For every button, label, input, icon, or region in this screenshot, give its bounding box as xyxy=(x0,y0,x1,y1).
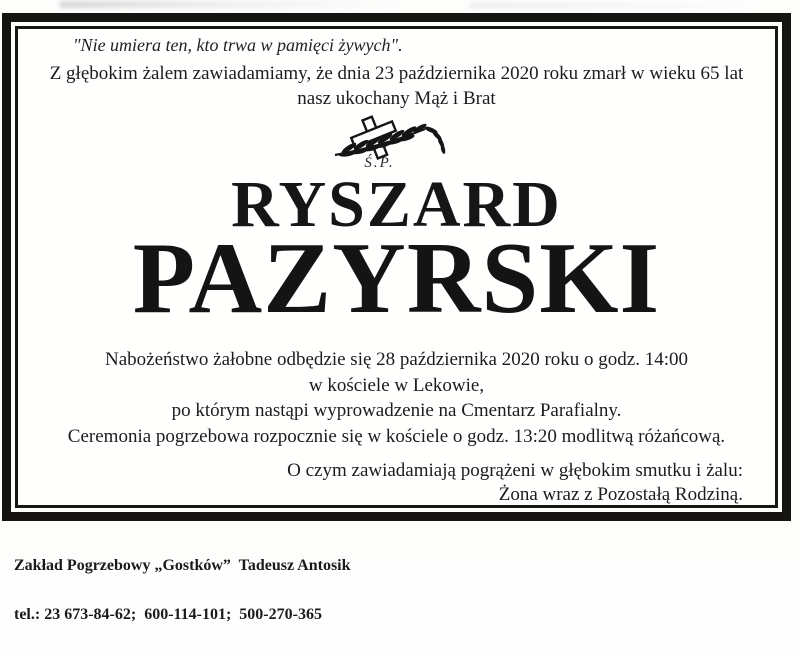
obituary-frame-inner xyxy=(15,26,778,508)
ceremony-line-1: Nabożeństwo żałobne odbędzie się 28 października 2020 roku o godz. 14:00 xyxy=(104,349,689,370)
ceremony-line-2: w kościele w Lekowie, xyxy=(308,374,485,396)
funeral-home-footer xyxy=(14,526,351,656)
announcement-line-2: nasz ukochany Mąż i Brat xyxy=(297,88,496,109)
ceremony-details xyxy=(18,347,775,449)
signoff-line-1: O czym zawiadamiają pogrążeni w głębokim smutku i żalu: xyxy=(287,460,743,481)
cross-with-palm-branch-icon xyxy=(333,117,461,159)
scan-artifact xyxy=(60,1,400,8)
announcement-line-1: Z głębokim żalem zawiadamiamy, że dnia 23 października 2020 roku zmarł w wieku 65 lat xyxy=(49,63,744,84)
memorial-icon-wrap xyxy=(18,117,775,159)
signoff-line-2: Żona wraz z Pozostałą Rodziną. xyxy=(498,484,743,505)
deceased-last-name: PAZYRSKI xyxy=(132,222,661,335)
funeral-home-phones: tel.: 23 673-84-62; 600-114-101; 500-270-365 xyxy=(14,606,322,623)
scan-artifact xyxy=(470,3,760,8)
deceased-first-name: RYSZARD xyxy=(231,168,562,241)
memorial-quote: "Nie umiera ten, kto trwa w pamięci żywych". xyxy=(73,35,403,55)
ceremony-line-3: po którym nastąpi wyprowadzenie na Cmentarz Parafialny. xyxy=(171,400,622,421)
signoff xyxy=(18,459,775,507)
funeral-home-name: Zakład Pogrzebowy „Gostków” Tadeusz Antosik xyxy=(14,557,351,574)
ceremony-line-4: Ceremonia pogrzebowa rozpocznie się w kościele o godz. 13:20 modlitwą różańcową. xyxy=(67,425,726,447)
sp-abbreviation: Ś.P. xyxy=(364,155,395,171)
obituary-frame xyxy=(2,13,791,521)
